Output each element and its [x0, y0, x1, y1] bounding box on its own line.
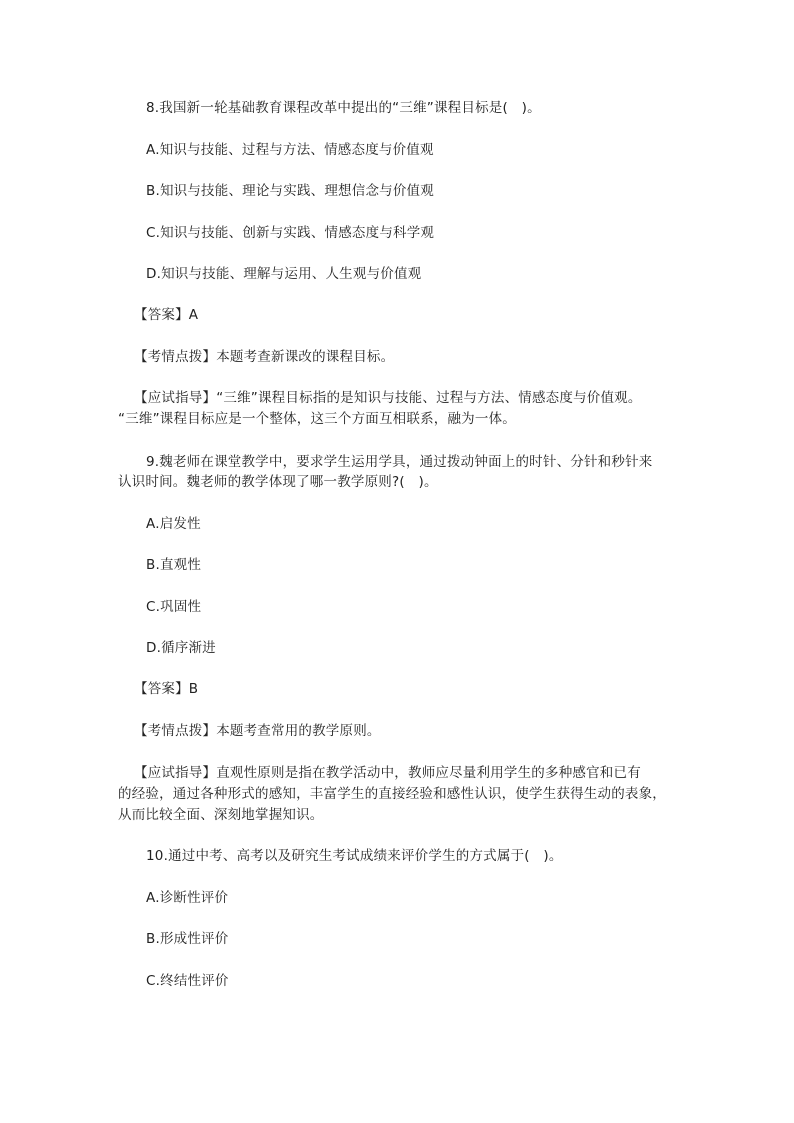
question-9-option-d: D.循序渐进	[146, 640, 216, 656]
question-10-option-b: B.形成性评价	[146, 931, 229, 947]
question-9-answer: 【答案】B	[134, 681, 199, 697]
question-9-stem-line-1: 9.魏老师在课堂教学中，要求学生运用学具，通过拨动钟面上的时针、分针和秒针来	[146, 454, 653, 470]
question-10-option-a: A.诊断性评价	[146, 890, 229, 906]
question-10-option-c: C.终结性评价	[146, 973, 229, 989]
question-9-option-a: A.启发性	[146, 516, 201, 532]
question-8-option-b: B.知识与技能、理论与实践、理想信念与价值观	[146, 183, 434, 199]
question-8-option-c: C.知识与技能、创新与实践、情感态度与科学观	[146, 225, 435, 241]
question-9-stem-line-2: 认识时间。魏老师的教学体现了哪一教学原则?( )。	[118, 474, 438, 490]
question-9-option-c: C.巩固性	[146, 599, 202, 615]
question-9-guidance-line-1: 【应试指导】直观性原则是指在教学活动中，教师应尽量利用学生的多种感官和已有	[134, 765, 641, 781]
question-8-option-d: D.知识与技能、理解与运用、人生观与价值观	[146, 266, 422, 282]
question-8-analysis: 【考情点拨】本题考查新课改的课程目标。	[134, 349, 395, 365]
question-8-guidance-line-2: “三维”课程目标应是一个整体，这三个方面互相联系，融为一体。	[118, 411, 516, 427]
question-8-guidance-line-1: 【应试指导】“三维”课程目标指的是知识与技能、过程与方法、情感态度与价值观。	[134, 390, 642, 406]
question-9-guidance-line-3: 从而比较全面、深刻地掌握知识。	[118, 807, 324, 823]
question-9-option-b: B.直观性	[146, 557, 202, 573]
question-8-stem: 8.我国新一轮基础教育课程改革中提出的“三维”课程目标是( )。	[146, 100, 541, 116]
question-9-guidance-line-2: 的经验，通过各种形式的感知，丰富学生的直接经验和感性认识，使学生获得生动的表象，	[118, 786, 666, 802]
question-9-analysis: 【考情点拨】本题考查常用的教学原则。	[134, 723, 381, 739]
question-10-stem: 10.通过中考、高考以及研究生考试成绩来评价学生的方式属于( )。	[146, 848, 563, 864]
question-8-answer: 【答案】A	[134, 307, 199, 323]
question-8-option-a: A.知识与技能、过程与方法、情感态度与价值观	[146, 142, 434, 158]
